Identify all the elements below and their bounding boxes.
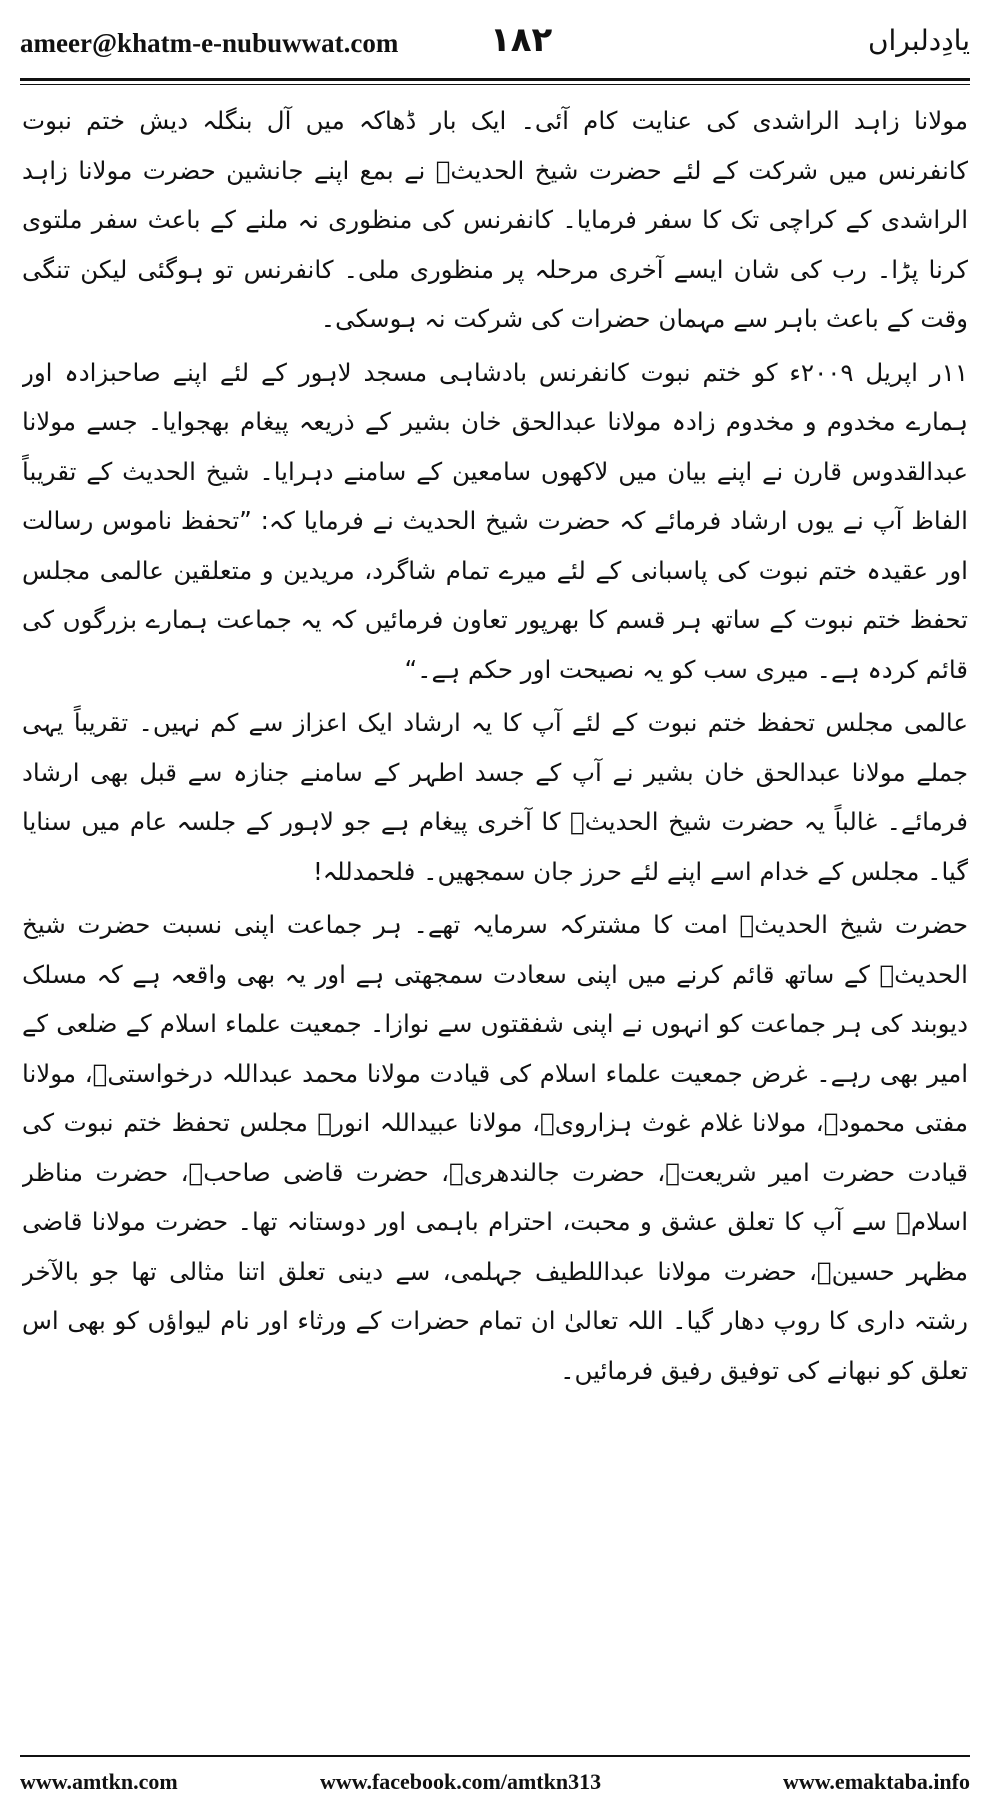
footer-rule	[20, 1755, 970, 1757]
footer-link-amtkn[interactable]: www.amtkn.com	[20, 1769, 178, 1794]
header-rule-thin	[20, 84, 970, 85]
page-body	[22, 96, 968, 1745]
paragraph-1: مولانا زاہد الراشدی کی عنایت کام آئی۔ ایک بار ڈھاکہ میں آل بنگلہ دیش ختم نبوت کانفرنس میں شرکت کے لئے حضرت شیخ الحدیثؒ نے بمع اپنے جانشین حضرت مولانا زاہد الراشدی کے کراچی تک کا سفر فرمایا۔ کانفرنس کی منظوری نہ ملنے کے باعث سفر ملتوی کرنا پڑا۔ رب کی شان ایسے آخری مرحلہ پر منظوری ملی۔ کانفرنس تو ہوگئی لیکن تنگی وقت کے باعث باہر سے مہمان حضرات کی شرکت نہ ہوسکی۔	[22, 106, 968, 333]
footer-link-facebook[interactable]: www.facebook.com/amtkn313	[320, 1769, 602, 1794]
header-email: ameer@khatm-e-nubuwwat.com	[20, 28, 399, 58]
page-footer	[20, 1763, 970, 1803]
page-number: ۱۸۲	[490, 20, 553, 60]
paragraph-2: ۱۱ر اپریل ۲۰۰۹ء کو ختم نبوت کانفرنس بادشاہی مسجد لاہور کے لئے اپنے صاحبزادہ اور ہمارے مخدوم و مخدوم زادہ مولانا عبدالحق خان بشیر کے ذریعہ پیغام بھجوایا۔ جسے مولانا عبدالقدوس قارن نے اپنے بیان میں لاکھوں سامعین کے سامنے دہرایا۔ شیخ الحدیث کے تقریباً الفاظ آپ نے یوں ارشاد فرمائے کہ حضرت شیخ الحدیث نے فرمایا کہ: ”تحفظ ناموس رسالت اور عقیدہ ختم نبوت کی پاسبانی کے لئے میرے تمام شاگرد، مریدین و متعلقین عالمی مجلس تحفظ ختم نبوت کے ساتھ ہر قسم کا بھرپور تعاون فرمائیں کہ یہ جماعت ہمارے بزرگوں کی قائم کردہ ہے۔ میری سب کو یہ نصیحت اور حکم ہے۔“	[22, 357, 968, 684]
paragraph-4: حضرت شیخ الحدیثؒ امت کا مشترکہ سرمایہ تھے۔ ہر جماعت اپنی نسبت حضرت شیخ الحدیثؒ کے ساتھ قائم کرنے میں اپنی سعادت سمجھتی ہے اور یہ بھی واقعہ ہے کہ مسلک دیوبند کی ہر جماعت کو انہوں نے اپنی شفقتوں سے نوازا۔ جمعیت علماء اسلام کے ضلعی کے امیر بھی رہے۔ غرض جمعیت علماء اسلام کی قیادت مولانا محمد عبداللہ درخواستیؒ، مولانا مفتی محمودؒ، مولانا غلام غوث ہزارویؒ، مولانا عبیداللہ انورؒ مجلس تحفظ ختم نبوت کی قیادت حضرت امیر شریعتؒ، حضرت جالندھریؒ، حضرت قاضی صاحبؒ، حضرت مناظر اسلامؒ سے آپ کا تعلق عشق و محبت، احترام باہمی اور دوستانہ تھا۔ حضرت مولانا قاضی مظہر حسینؒ، حضرت مولانا عبداللطیف جہلمی، سے دینی تعلق اتنا مثالی تھا جو بالآخر رشتہ داری کا روپ دھار گیا۔ اللہ تعالیٰ ان تمام حضرات کے ورثاء اور نام لیواؤں کو بھی اس تعلق کو نبھانے کی توفیق رفیق فرمائیں۔	[22, 910, 968, 1385]
footer-link-emaktaba[interactable]: www.emaktaba.info	[782, 1769, 970, 1794]
book-title: یادِدلبراں	[867, 24, 970, 57]
header-rule	[20, 78, 970, 81]
page-header	[20, 18, 970, 70]
paragraph-3: عالمی مجلس تحفظ ختم نبوت کے لئے آپ کا یہ ارشاد ایک اعزاز سے کم نہیں۔ تقریباً یہی جملے مولانا عبدالحق خان بشیر نے آپ کے جسد اطہر کے سامنے جنازہ سے قبل بھی ارشاد فرمائے۔ غالباً یہ حضرت شیخ الحدیثؒ کا آخری پیغام ہے جو لاہور کے جلسہ عام میں سنایا گیا۔ مجلس کے خدام اسے اپنے لئے حرز جان سمجھیں۔ فلحمدللہ!	[22, 708, 968, 886]
